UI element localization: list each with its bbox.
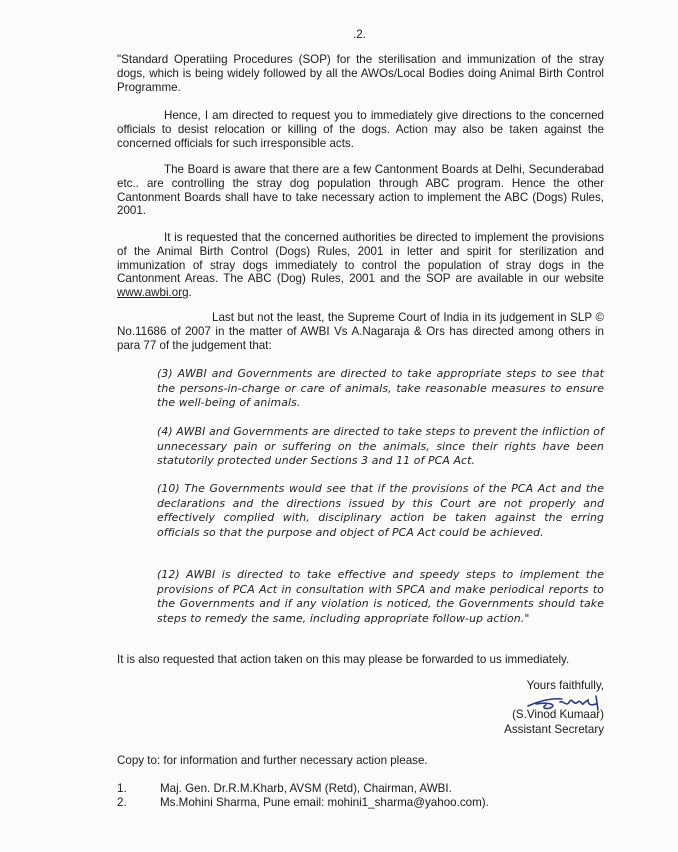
website-link[interactable]: www.awbi.org xyxy=(117,286,189,300)
signatory-title: Assistant Secretary xyxy=(504,723,604,736)
paragraph-abc-rules xyxy=(117,231,604,300)
copy-to-heading: Copy to: for information and further necessary action please. xyxy=(117,754,428,767)
copy-to-item: Maj. Gen. Dr.R.M.Kharb, AVSM (Retd), Chairman, AWBI. xyxy=(160,782,452,795)
paragraph-supreme-court: Last but not the least, the Supreme Court of India in its judgement in SLP © No.11686 of 2007 in the matter of AWBI Vs A.Nagaraja & Ors has directed among others in para 77 of the judgement that: xyxy=(117,311,604,352)
paragraph-directions: Hence, I am directed to request you to immediately give directions to the concerned officials to desist relocation or killing of the dogs. Action may also be taken against the concerned officials for such irresponsible acts. xyxy=(117,109,604,150)
closing-request: It is also requested that action taken on this may please be forwarded to us immediately. xyxy=(117,653,570,666)
paragraph-sop: "Standard Operatiing Procedures (SOP) for the sterilisation and immunization of the stray dogs, which is being widely followed by all the AWOs/Local Bodies doing Animal Birth Control Programme. xyxy=(117,53,604,94)
quote-4: (4) AWBI and Governments are directed to take steps to prevent the infliction of unnecessary pain or suffering on the animals, since their rights have been statutorily protected under Sections 3 and 11 of PCA Act. xyxy=(157,425,604,467)
copy-to-item: Ms.Mohini Sharma, Pune email: mohini1_sharma@yahoo.com). xyxy=(160,796,489,809)
page-number: .2. xyxy=(353,28,366,41)
copy-to-item-number: 1. xyxy=(117,782,127,795)
quote-12: (12) AWBI is directed to take effective and speedy steps to implement the provisions of PCA Act in consultation with SPCA and make periodical reports to the Governments and if any violation is noticed, the Governments should take steps to remedy the same, including appropriate follow-up action." xyxy=(157,568,604,625)
quote-3: (3) AWBI and Governments are directed to take appropriate steps to see that the persons-in-charge or care of animals, take reasonable measures to ensure the well-being of animals. xyxy=(157,367,604,409)
salutation: Yours faithfully, xyxy=(526,679,604,692)
paragraph-abc-rules-text: It is requested that the concerned authorities be directed to implement the provisions of the Animal Birth Control (Dogs) Rules, 2001 in letter and spirit for sterilization and immunization of stray dogs immediately to control the population of stray dogs in the Cantonment Areas. The ABC (Dog) Rules, 2001 and the SOP are available in our website xyxy=(117,231,604,286)
period: . xyxy=(188,286,192,300)
signatory-name: (S.Vinod Kumaar) xyxy=(512,708,604,721)
quote-10: (10) The Governments would see that if the provisions of the PCA Act and the declarations and the directions issued by this Court are not properly and effectively complied with, disciplinary action be taken against the erring officials so that the purpose and object of PCA Act could be achieved. xyxy=(157,482,604,539)
paragraph-cantonment: The Board is aware that there are a few Cantonment Boards at Delhi, Secunderabad etc.. are controlling the stray dog population through ABC program. Hence the other Cantonment Boards shall have to take necessary action to implement the ABC (Dogs) Rules, 2001. xyxy=(117,163,604,218)
copy-to-item-number: 2. xyxy=(117,796,127,809)
